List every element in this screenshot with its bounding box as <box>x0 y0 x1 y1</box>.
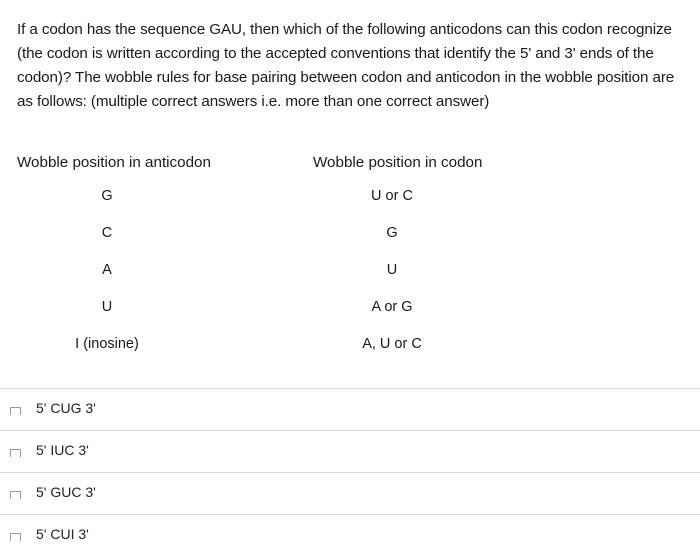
option-label: 5' CUG 3' <box>36 400 96 416</box>
option-2[interactable] <box>0 430 700 472</box>
codon-cell: A or G <box>371 299 413 315</box>
anticodon-cell: U <box>101 299 113 315</box>
header-anticodon: Wobble position in anticodon <box>17 154 211 171</box>
anticodon-cell: A <box>102 262 112 278</box>
codon-cell: U or C <box>371 188 413 204</box>
codon-cell: U <box>386 262 398 278</box>
wobble-rules-table <box>17 154 537 363</box>
anticodon-cell: G <box>101 188 113 204</box>
option-1[interactable] <box>0 388 700 430</box>
header-codon: Wobble position in codon <box>313 154 483 171</box>
checkbox-icon[interactable] <box>10 449 21 457</box>
anticodon-cell: C <box>101 225 113 241</box>
question-text: If a codon has the sequence GAU, then which of the following anticodons can this codon recognize (the codon is written according to the accepted conventions that identify the 5' and 3' ends of the codon)? The wobble rules for base pairing between codon and anticodon in the wobble position are as follows: (multiple correct answers i.e. more than one correct answer) <box>17 21 675 110</box>
table-row <box>17 215 537 252</box>
table-row <box>17 178 537 215</box>
table-row <box>17 326 537 363</box>
option-4[interactable] <box>0 514 700 556</box>
checkbox-icon[interactable] <box>10 533 21 541</box>
table-header <box>17 154 537 178</box>
checkbox-icon[interactable] <box>10 407 21 415</box>
checkbox-icon[interactable] <box>10 491 21 499</box>
codon-cell: G <box>386 225 398 241</box>
codon-cell: A, U or C <box>362 336 422 352</box>
table-row <box>17 289 537 326</box>
option-label: 5' GUC 3' <box>36 484 96 500</box>
option-label: 5' IUC 3' <box>36 442 89 458</box>
anticodon-cell: I (inosine) <box>75 336 139 352</box>
table-row <box>17 252 537 289</box>
answer-options <box>0 388 700 556</box>
option-3[interactable] <box>0 472 700 514</box>
option-label: 5' CUI 3' <box>36 526 89 542</box>
